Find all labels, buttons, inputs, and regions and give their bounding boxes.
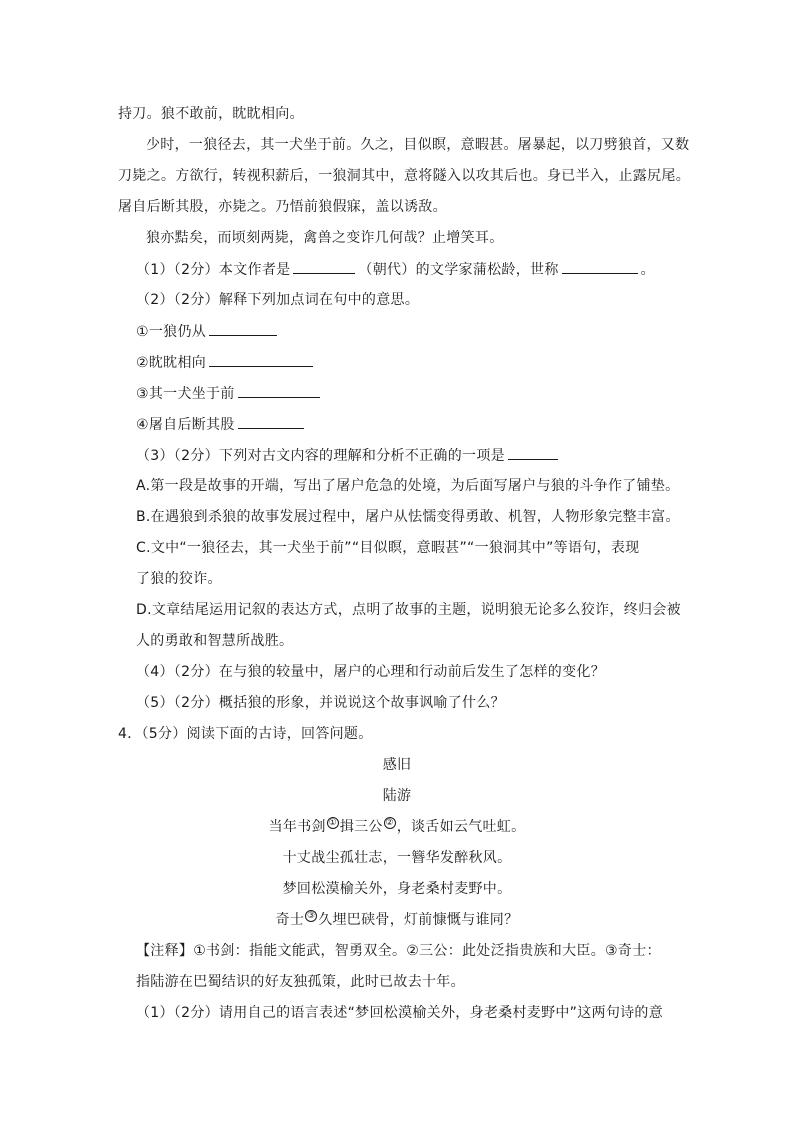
passage-line: 狼亦黠矣，而顷刻两毙，禽兽之变诈几何哉？止增笑耳。: [146, 230, 504, 246]
answer-blank: [293, 259, 355, 274]
question-3-2: （2）（2分）解释下列加点词在句中的意思。: [136, 292, 420, 308]
answer-blank: [209, 352, 313, 367]
word-item: ①一狼仍从: [136, 321, 280, 341]
word-item: ④屠自后断其股: [136, 414, 307, 434]
answer-blank: [209, 321, 277, 336]
answer-blank: [508, 445, 558, 460]
poem-line: 梦回松漠榆关外，身老桑村麦野中。: [282, 881, 512, 897]
passage-line: 少时，一狼径去，其一犬坐于前。久之，目似瞑，意暇甚。屠暴起，以刀劈狼首，又数: [146, 137, 690, 153]
question-3-1: （1）（2分）本文作者是 （朝代）的文学家蒲松龄，世称 。: [136, 259, 655, 279]
word-item: ③其一犬坐于前: [136, 383, 323, 403]
poem-notes-cont: 指陆游在巴蜀结识的好友独孤策，此时已故去十年。: [136, 974, 465, 990]
passage-line: 持刀。狼不敢前，眈眈相向。: [118, 106, 304, 122]
note-marker: ③: [307, 911, 316, 921]
poem-title: 感旧: [382, 757, 412, 773]
option-c: C.文中“一狼径去，其一犬坐于前”“目似瞑，意暇甚”“一狼洞其中”等语句，表现: [136, 540, 640, 556]
word-item: ②眈眈相向: [136, 352, 316, 372]
option-c-cont: 了狼的狡诈。: [136, 571, 222, 587]
question-3-5: （5）（2分）概括狼的形象，并说说这个故事讽喻了什么？: [136, 695, 505, 711]
question-3-3: （3）（2分）下列对古文内容的理解和分析不正确的一项是: [136, 445, 561, 465]
option-b: B.在遇狼到杀狼的故事发展过程中，屠户从怯懦变得勇敢、机智，人物形象完整丰富。: [136, 509, 680, 525]
answer-blank: [238, 383, 320, 398]
option-a: A.第一段是故事的开端，写出了屠户危急的处境，为后面写屠户与狼的斗争作了铺垫。: [136, 478, 680, 494]
poem-line: 十丈战尘孤壮志，一簪华发醉秋风。: [282, 850, 512, 866]
poem-author: 陆游: [382, 788, 412, 804]
passage-line: 屠自后断其股，亦毙之。乃悟前狼假寐，盖以诱敌。: [118, 199, 447, 215]
option-d-cont: 人的勇敢和智慧所战胜。: [136, 633, 294, 649]
poem-notes: 【注释】①书剑：指能文能武，智勇双全。②三公：此处泛指贵族和大臣。③奇士：: [136, 943, 661, 959]
option-d: D.文章结尾运用记叙的表达方式，点明了故事的主题，说明狼无论多么狡诈，终归会被: [136, 602, 681, 618]
passage-line: 刀毙之。方欲行，转视积薪后，一狼洞其中，意将隧入以攻其后也。身已半入，止露尻尾。: [118, 168, 690, 184]
question-4-1: （1）（2分）请用自己的语言表述“梦回松漠榆关外，身老桑村麦野中”这两句诗的意: [136, 1005, 664, 1021]
question-4-head: 4．（5分）阅读下面的古诗，回答问题。: [118, 726, 373, 742]
poem-line: 当年书剑 ① 揖三公 ② ，谈舌如云气吐虹。: [268, 818, 526, 835]
answer-blank: [238, 414, 304, 429]
poem-line: 奇士 ③ 久埋巴硖骨，灯前慷慨与谁同？: [275, 911, 519, 928]
note-marker: ②: [385, 818, 394, 828]
question-3-4: （4）（2分）在与狼的较量中，屠户的心理和行动前后发生了怎样的变化？: [136, 664, 606, 680]
answer-blank: [562, 259, 638, 274]
note-marker: ①: [328, 818, 337, 828]
